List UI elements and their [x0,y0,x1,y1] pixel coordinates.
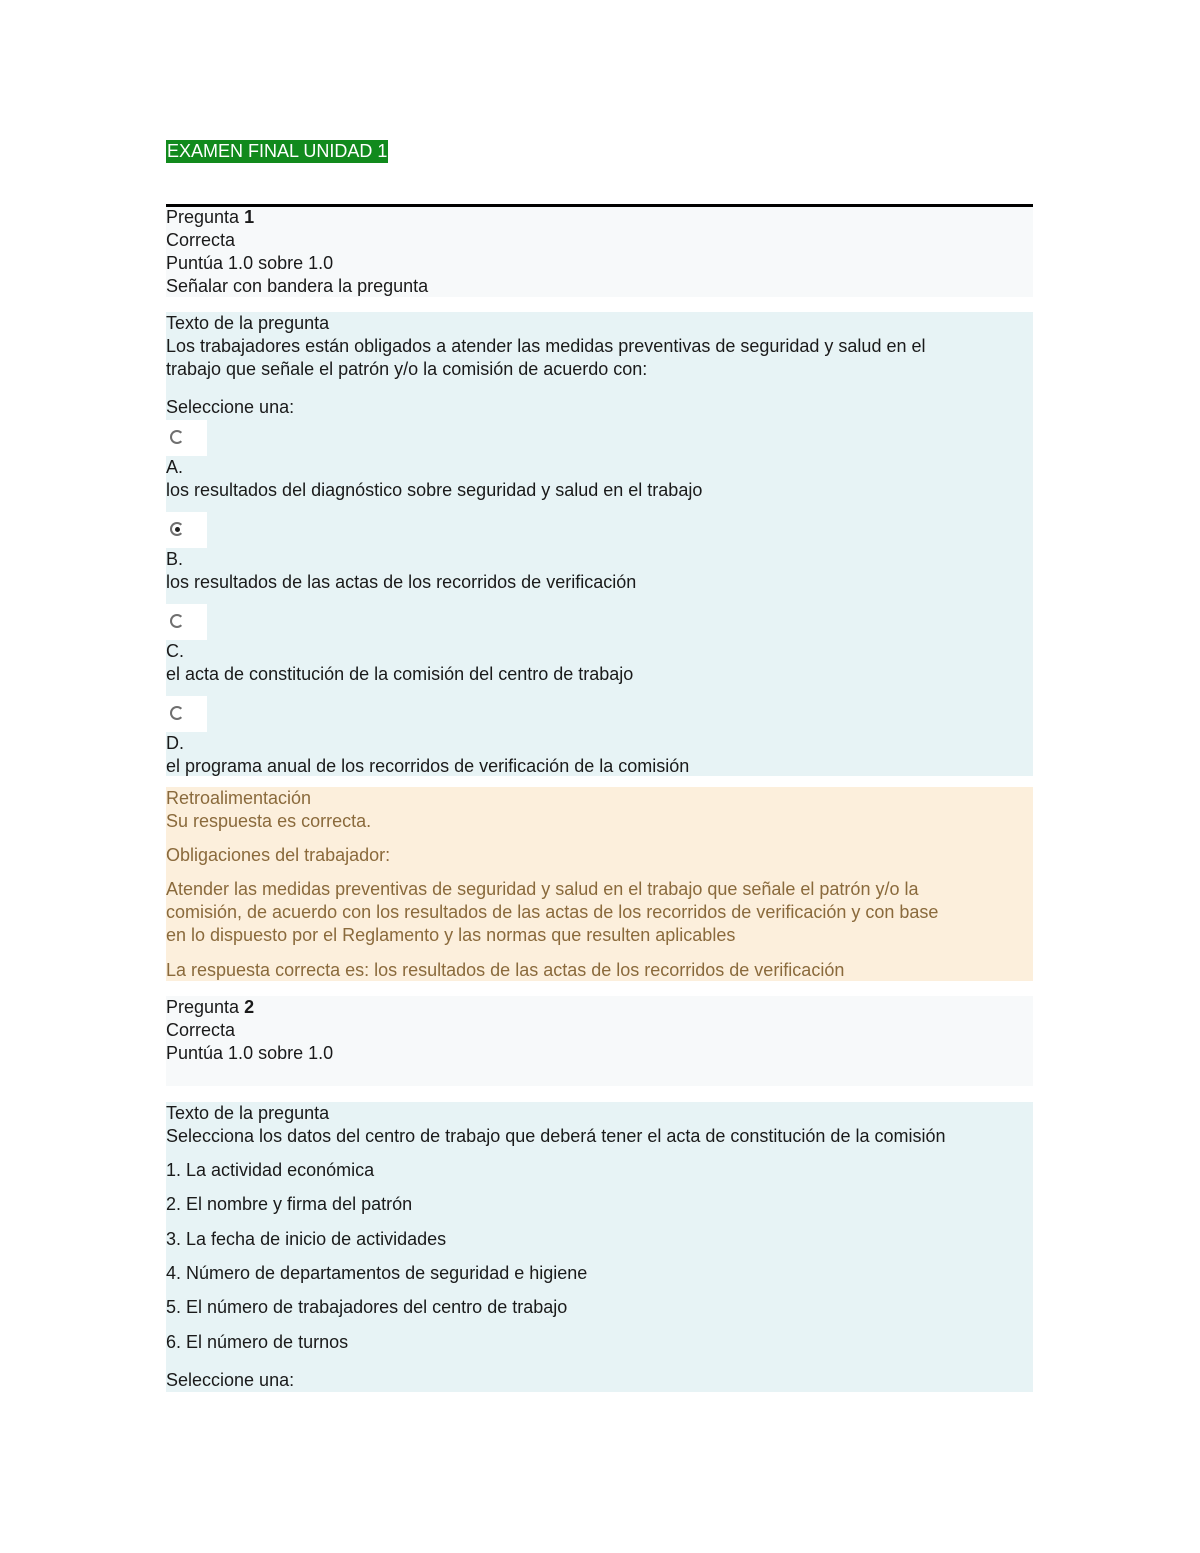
feedback-result: Su respuesta es correcta. [166,811,372,831]
question-1-content [166,312,1033,776]
question-text-label: Texto de la pregunta [166,1103,330,1123]
radio-checked-icon[interactable] [170,522,184,536]
radio-button-c[interactable] [166,604,207,640]
radio-button-b[interactable] [166,512,207,548]
option-text: el programa anual de los recorridos de verificación de la comisión [166,756,690,776]
correct-answer: La respuesta correcta es: los resultados de las actas de los recorridos de verificación [166,960,845,980]
option-text: los resultados del diagnóstico sobre seguridad y salud en el trabajo [166,480,703,500]
list-item: 6. El número de turnos [166,1332,349,1352]
question-1-feedback [166,787,1033,981]
list-item: 1. La actividad económica [166,1160,375,1180]
option-letter: B. [166,549,184,569]
question-text: Los trabajadores están obligados a atender las medidas preventivas de seguridad y salud en el [166,336,926,356]
question-2-heading: Pregunta 2 [166,997,255,1017]
list-item: 4. Número de departamentos de seguridad e higiene [166,1263,588,1283]
select-prompt: Seleccione una: [166,397,295,417]
option-text: el acta de constitución de la comisión del centro de trabajo [166,664,634,684]
option-c[interactable] [166,604,1033,686]
option-letter: D. [166,733,184,753]
feedback-subtitle: Obligaciones del trabajador: [166,845,391,865]
exam-title: EXAMEN FINAL UNIDAD 1 [167,141,388,161]
question-text-cont: trabajo que señale el patrón y/o la comisión de acuerdo con: [166,359,648,379]
question-1-score: Puntúa 1.0 sobre 1.0 [166,253,334,273]
option-d[interactable] [166,696,1033,778]
radio-icon[interactable] [170,430,184,444]
radio-button-d[interactable] [166,696,207,732]
flag-question-link[interactable]: Señalar con bandera la pregunta [166,276,429,296]
question-1-status: Correcta [166,230,236,250]
feedback-label: Retroalimentación [166,788,312,808]
select-prompt: Seleccione una: [166,1370,295,1390]
option-b[interactable] [166,512,1033,594]
question-text: Selecciona los datos del centro de trabajo que deberá tener el acta de constitución de la comisión [166,1126,946,1146]
option-letter: C. [166,641,184,661]
question-2-score: Puntúa 1.0 sobre 1.0 [166,1043,334,1063]
list-item: 5. El número de trabajadores del centro de trabajo [166,1297,568,1317]
question-2-status: Correcta [166,1020,236,1040]
question-2-info [166,996,1033,1086]
feedback-body-cont: comisión, de acuerdo con los resultados de las actas de los recorridos de verificación y con base [166,902,939,922]
option-letter: A. [166,457,184,477]
question-text-label: Texto de la pregunta [166,313,330,333]
question-1-heading: Pregunta 1 [166,207,255,227]
question-1-info [166,207,1033,297]
radio-icon[interactable] [170,614,184,628]
option-a[interactable] [166,420,1033,502]
radio-button-a[interactable] [166,420,207,456]
question-2-content [166,1102,1033,1392]
option-text: los resultados de las actas de los recorridos de verificación [166,572,637,592]
feedback-body: Atender las medidas preventivas de seguridad y salud en el trabajo que señale el patrón y/o la [166,879,919,899]
feedback-body-cont: en lo dispuesto por el Reglamento y las normas que resulten aplicables [166,925,736,945]
radio-icon[interactable] [170,706,184,720]
list-item: 2. El nombre y firma del patrón [166,1194,413,1214]
list-item: 3. La fecha de inicio de actividades [166,1229,447,1249]
